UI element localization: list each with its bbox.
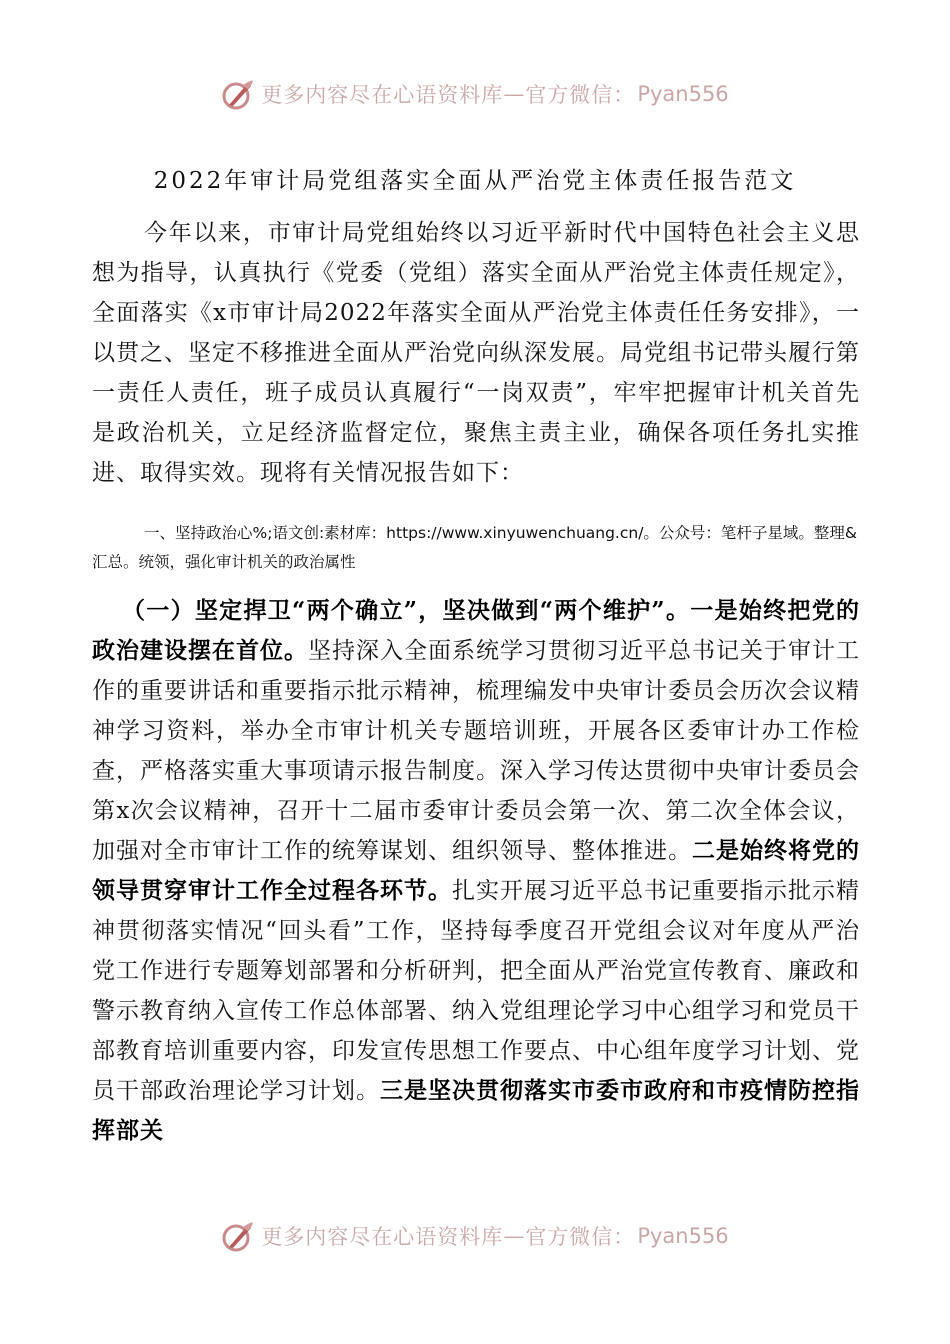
quill-pen-circle-icon — [221, 77, 255, 111]
watermark-dash: — — [503, 82, 526, 106]
bold-lead-3: 三是坚决贯彻落实市委市政府和市疫情防控指挥部关 — [92, 1077, 860, 1144]
watermark-wechat-id: Pyan556 — [637, 1224, 729, 1248]
body-text-1: 坚持深入全面系统学习贯彻习近平总书记关于审计工作的重要讲话和重要指示批示精神，梳理编发中央审计委员会历次会议精神学习资料，举办全市审计机关专题培训班，开展各区委审计办工作检查，严格落实重大事项请示报告制度。深入学习传达贯彻中央审计委员会第x次会议精神，召开十二届市委审计委员会第一次、第二次全体会议，加强对全市审计工作的统筹谋划、组织领导、整体推进。 — [92, 638, 860, 864]
watermark-site-text: 更多内容尽在心语资料库 — [261, 1225, 504, 1249]
section-heading: 一、坚持政治心%;语文创:素材库：https://www.xinyuwenchuang.cn/。公众号：笔杆子星域。整理&汇总。统领，强化审计机关的政治属性 — [92, 524, 858, 571]
bold-lead-1: （一）坚定捍卫“两个确立”，坚决做到“两个维护”。一是始终把党的政治建设摆在首位。 — [92, 597, 860, 664]
body-paragraph — [92, 591, 860, 1151]
watermark-banner-top — [0, 74, 950, 114]
intro-paragraph: 今年以来，市审计局党组始终以习近平新时代中国特色社会主义思想为指导，认真执行《党委（党组）落实全面从严治党主体责任规定》，全面落实《x市审计局2022年落实全面从严治党主体责任任务安排》，一以贯之、坚定不移推进全面从严治党向纵深发展。局党组书记带头履行第一责任人责任，班子成员认真履行“一岗双责”，牢牢把握审计机关首先是政治机关，立足经济监督定位，聚焦主责主业，确保各项任务扎实推进、取得实效。现将有关情况报告如下： — [92, 220, 860, 486]
quill-pen-circle-icon — [221, 1219, 255, 1253]
body-text-2: 扎实开展习近平总书记重要指示批示精神贯彻落实情况“回头看”工作，坚持每季度召开党组会议对年度从严治党工作进行专题筹划部署和分析研判，把全面从严治党宣传教育、廉政和警示教育纳入宣传工作总体部署、纳入党组理论学习中心组学习和党员干部教育培训重要内容，印发宣传思想工作要点、中心组年度学习计划、党员干部政治理论学习计划。 — [92, 878, 860, 1104]
watermark-wechat-label: 官方微信： — [525, 83, 636, 107]
bold-lead-2: 二是始终将党的领导贯穿审计工作全过程各环节。 — [92, 837, 860, 904]
watermark-banner-bottom — [0, 1216, 950, 1256]
watermark-wechat-id: Pyan556 — [637, 82, 729, 106]
watermark-site-text: 更多内容尽在心语资料库 — [261, 83, 504, 107]
watermark-wechat-label: 官方微信： — [525, 1225, 636, 1249]
watermark-dash: — — [503, 1224, 526, 1248]
document-title: 2022年审计局党组落实全面从严治党主体责任报告范文 — [153, 168, 797, 194]
